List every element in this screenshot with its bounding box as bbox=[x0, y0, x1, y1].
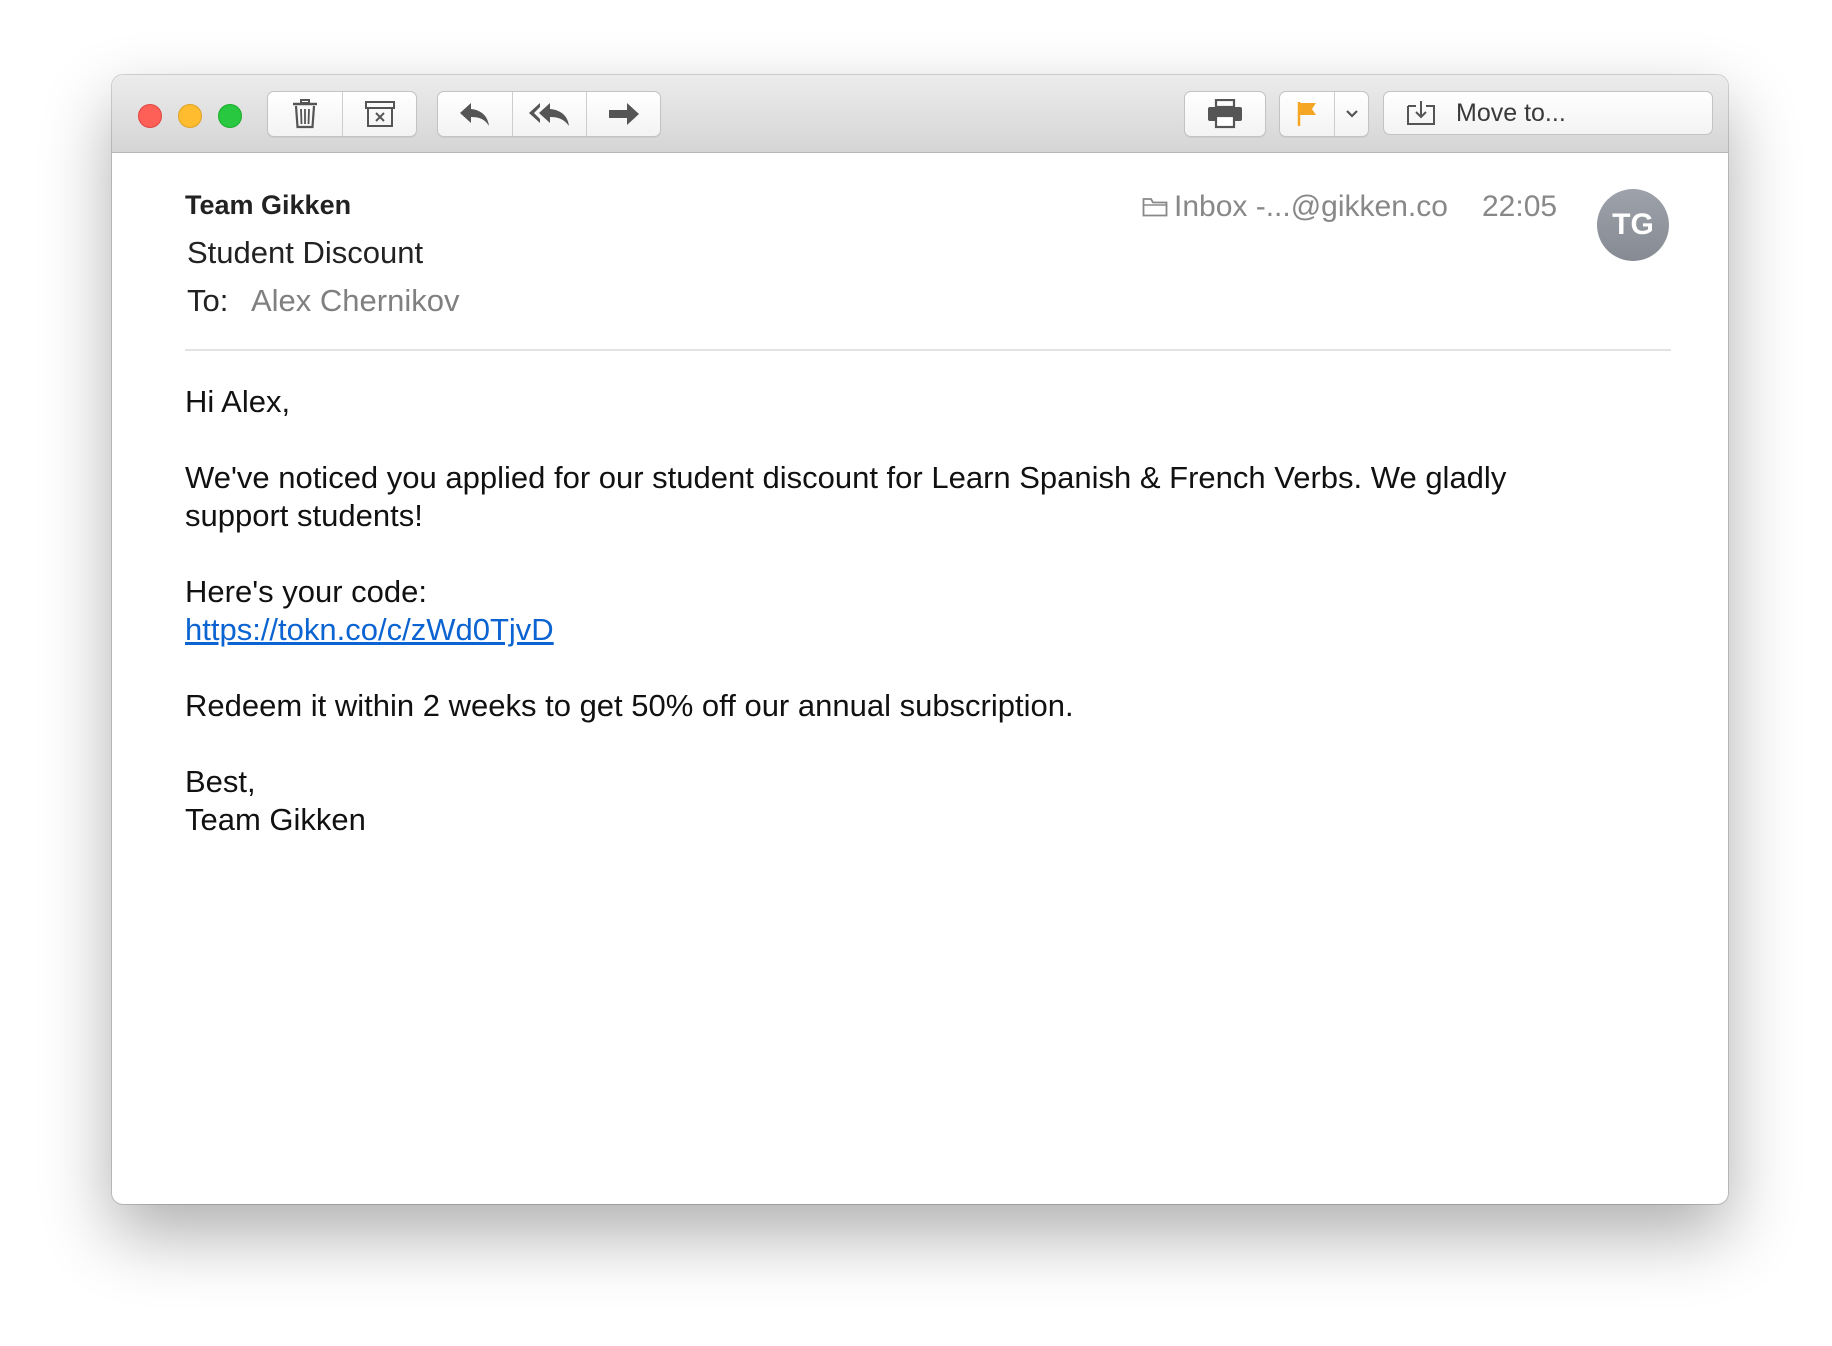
greeting-text: Hi Alex, bbox=[185, 384, 291, 419]
printer-icon bbox=[1207, 99, 1243, 129]
flag-group bbox=[1279, 91, 1369, 137]
recipient-name[interactable]: Alex Chernikov bbox=[250, 283, 460, 318]
spacer bbox=[185, 421, 1675, 459]
spacer bbox=[185, 649, 1675, 687]
closing-text: Best, bbox=[185, 764, 256, 799]
to-label: To: bbox=[187, 283, 229, 318]
reply-all-button[interactable] bbox=[512, 92, 586, 136]
body-paragraph-line: support students! bbox=[185, 498, 423, 533]
mailbox-name: Inbox -...@gikken.co bbox=[1174, 190, 1448, 223]
reply-group bbox=[437, 91, 661, 137]
flag-button[interactable] bbox=[1280, 92, 1334, 136]
recipient-line bbox=[187, 283, 459, 319]
spacer bbox=[185, 535, 1675, 573]
code-intro-text: Here's your code: bbox=[185, 574, 427, 609]
chevron-down-icon bbox=[1345, 109, 1359, 119]
sender-name: Team Gikken bbox=[185, 190, 352, 220]
message-time: 22:05 bbox=[1482, 190, 1558, 223]
sender-avatar: TG bbox=[1597, 189, 1669, 261]
toolbar bbox=[112, 75, 1728, 153]
redeem-text: Redeem it within 2 weeks to get 50% off our annual subscription. bbox=[185, 688, 1074, 723]
print-button[interactable] bbox=[1185, 92, 1265, 136]
message-body bbox=[185, 383, 1675, 839]
body-paragraph-line: We've noticed you applied for our student discount for Learn Spanish & French Verbs. We gladly bbox=[185, 460, 1507, 495]
trash-icon bbox=[291, 99, 319, 129]
forward-arrow-icon bbox=[607, 100, 641, 128]
header-divider bbox=[185, 349, 1671, 351]
move-to-button[interactable] bbox=[1383, 91, 1713, 135]
mail-window bbox=[112, 75, 1728, 1204]
discount-code-link[interactable]: https://tokn.co/c/zWd0TjvD bbox=[185, 612, 554, 647]
reply-arrow-icon bbox=[458, 100, 492, 128]
code-link-line bbox=[185, 611, 1675, 649]
close-window-button[interactable] bbox=[138, 104, 162, 128]
message-view bbox=[112, 153, 1728, 1204]
minimize-window-button[interactable] bbox=[178, 104, 202, 128]
folder-icon bbox=[1142, 197, 1168, 217]
archive-box-icon bbox=[364, 100, 396, 128]
zoom-window-button[interactable] bbox=[218, 104, 242, 128]
forward-button[interactable] bbox=[586, 92, 660, 136]
print-group bbox=[1184, 91, 1266, 137]
signature-text: Team Gikken bbox=[185, 802, 366, 837]
reply-all-arrow-icon bbox=[528, 100, 572, 128]
flag-icon bbox=[1296, 100, 1318, 128]
flag-menu-button[interactable] bbox=[1334, 92, 1368, 136]
message-subject: Student Discount bbox=[187, 235, 424, 270]
move-to-label: Move to... bbox=[1456, 98, 1566, 127]
reply-button[interactable] bbox=[438, 92, 512, 136]
spacer bbox=[185, 725, 1675, 763]
delete-button[interactable] bbox=[268, 92, 342, 136]
move-to-folder-icon bbox=[1406, 100, 1436, 126]
archive-button[interactable] bbox=[342, 92, 416, 136]
delete-archive-group bbox=[267, 91, 417, 137]
mailbox-location[interactable] bbox=[1142, 190, 1448, 224]
